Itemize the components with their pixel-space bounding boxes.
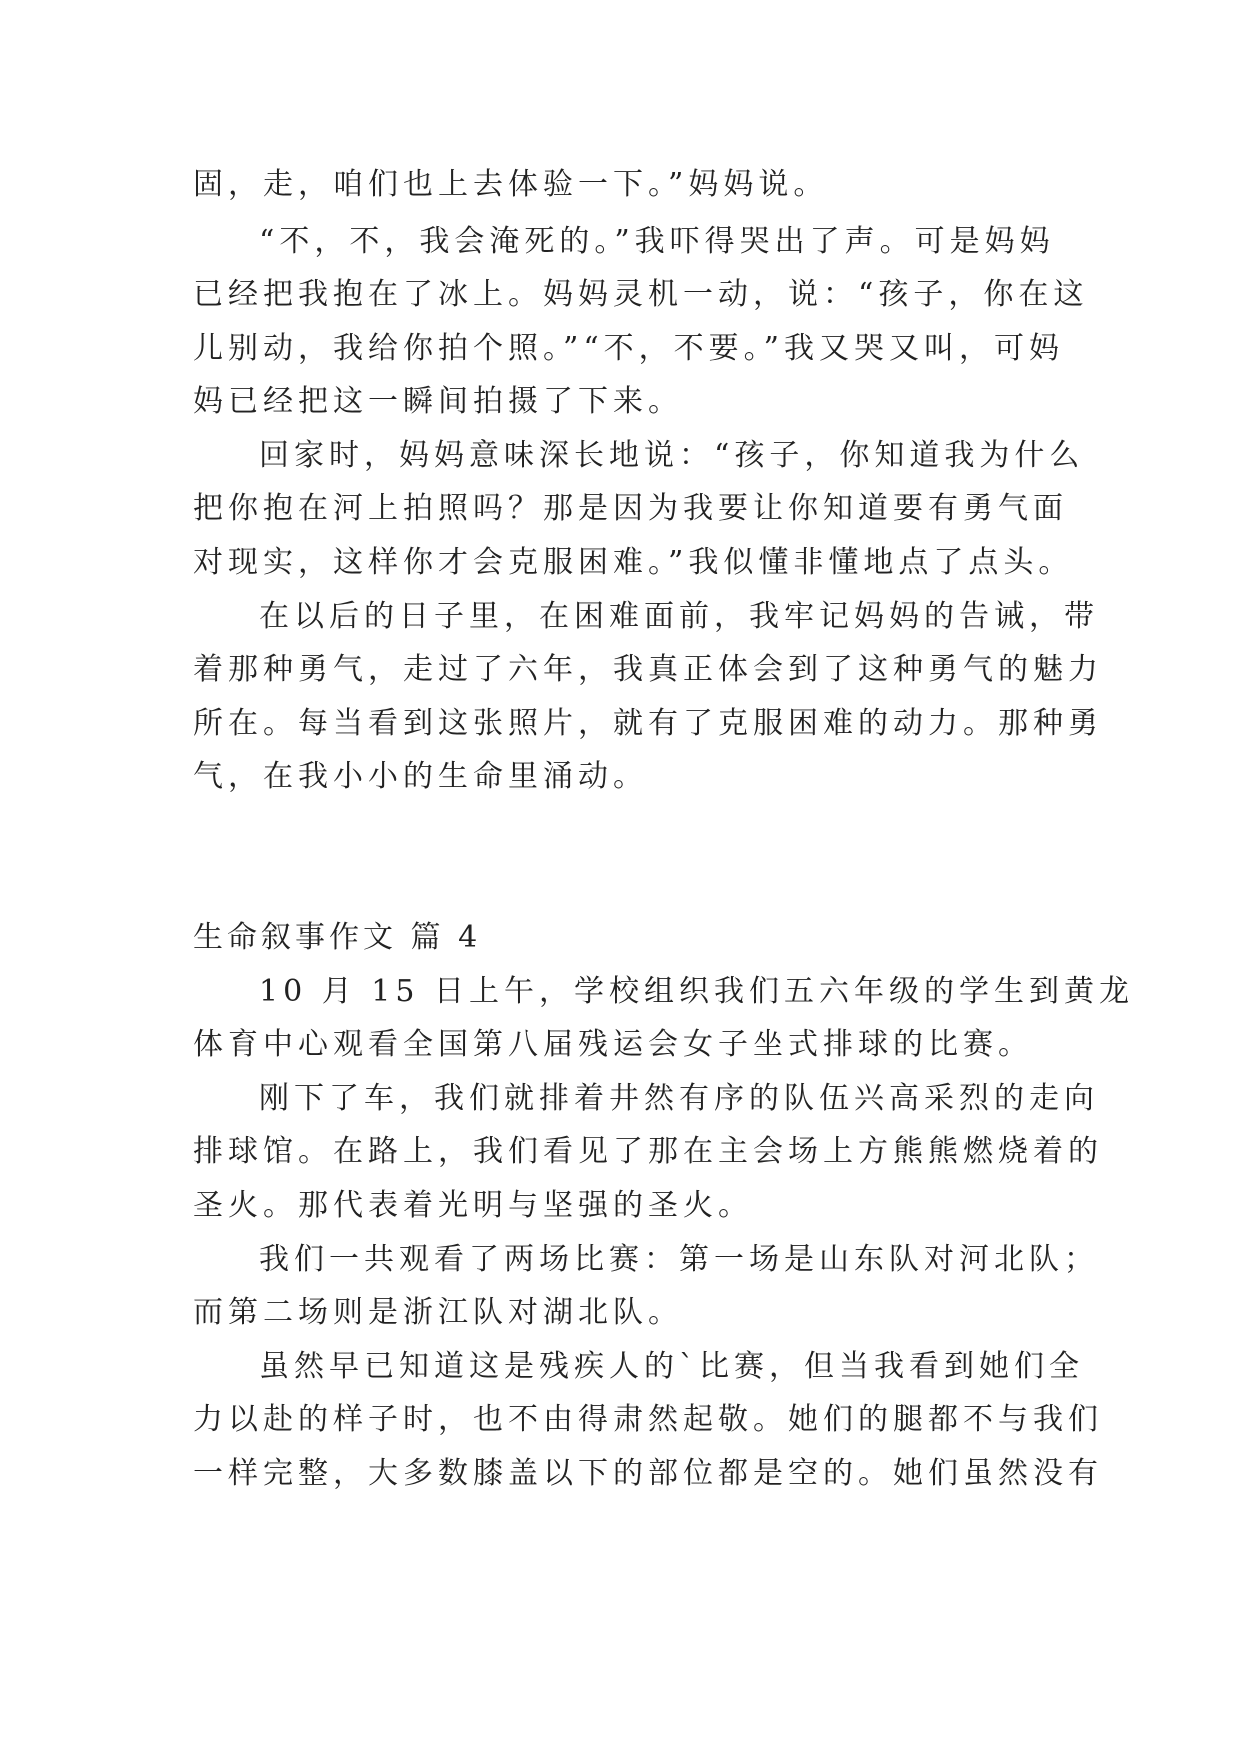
- paragraph-line: 虽然早已知道这是残疾人的`比赛，但当我看到她们全: [259, 1349, 1084, 1384]
- paragraph-line: 把你抱在河上拍照吗？那是因为我要让你知道要有勇气面: [193, 491, 1068, 526]
- paragraph-line: 气，在我小小的生命里涌动。: [193, 759, 648, 794]
- paragraph-line: 圣火。那代表着光明与坚强的圣火。: [193, 1188, 753, 1223]
- paragraph-line: 所在。每当看到这张照片，就有了克服困难的动力。那种勇: [193, 706, 1103, 741]
- paragraph-line: 一样完整，大多数膝盖以下的部位都是空的。她们虽然没有: [193, 1456, 1103, 1491]
- paragraph-line: 刚下了车，我们就排着井然有序的队伍兴高采烈的走向: [259, 1081, 1099, 1116]
- paragraph-line: 我们一共观看了两场比赛：第一场是山东队对河北队；: [259, 1242, 1099, 1277]
- paragraph-line: 固，走，咱们也上去体验一下。”妈妈说。: [193, 167, 829, 202]
- paragraph-line: 10 月 15 日上午，学校组织我们五六年级的学生到黄龙: [259, 974, 1134, 1009]
- paragraph-line: 力以赴的样子时，也不由得肃然起敬。她们的腿都不与我们: [193, 1402, 1103, 1437]
- paragraph-line: 回家时，妈妈意味深长地说：“孩子，你知道我为什么: [259, 438, 1085, 473]
- paragraph-line: 着那种勇气，走过了六年，我真正体会到了这种勇气的魅力: [193, 652, 1103, 687]
- paragraph-line: “不，不，我会淹死的。”我吓得哭出了声。可是妈妈: [259, 224, 1055, 259]
- paragraph-line: 排球馆。在路上，我们看见了那在主会场上方熊熊燃烧着的: [193, 1134, 1103, 1169]
- paragraph-line: 儿别动，我给你拍个照。”“不，不要。”我又哭又叫，可妈: [193, 331, 1065, 366]
- paragraph-line: 已经把我抱在了冰上。妈妈灵机一动，说：“孩子，你在这: [193, 277, 1089, 312]
- paragraph-line: 妈已经把这一瞬间拍摄了下来。: [193, 384, 683, 419]
- paragraph-line: 而第二场则是浙江队对湖北队。: [193, 1295, 683, 1330]
- paragraph-line: 在以后的日子里，在困难面前，我牢记妈妈的告诫，带: [259, 599, 1099, 634]
- paragraph-line: 体育中心观看全国第八届残运会女子坐式排球的比赛。: [193, 1027, 1033, 1062]
- section-heading: 生命叙事作文 篇 4: [193, 920, 482, 955]
- paragraph-line: 对现实，这样你才会克服困难。”我似懂非懂地点了点头。: [193, 545, 1074, 580]
